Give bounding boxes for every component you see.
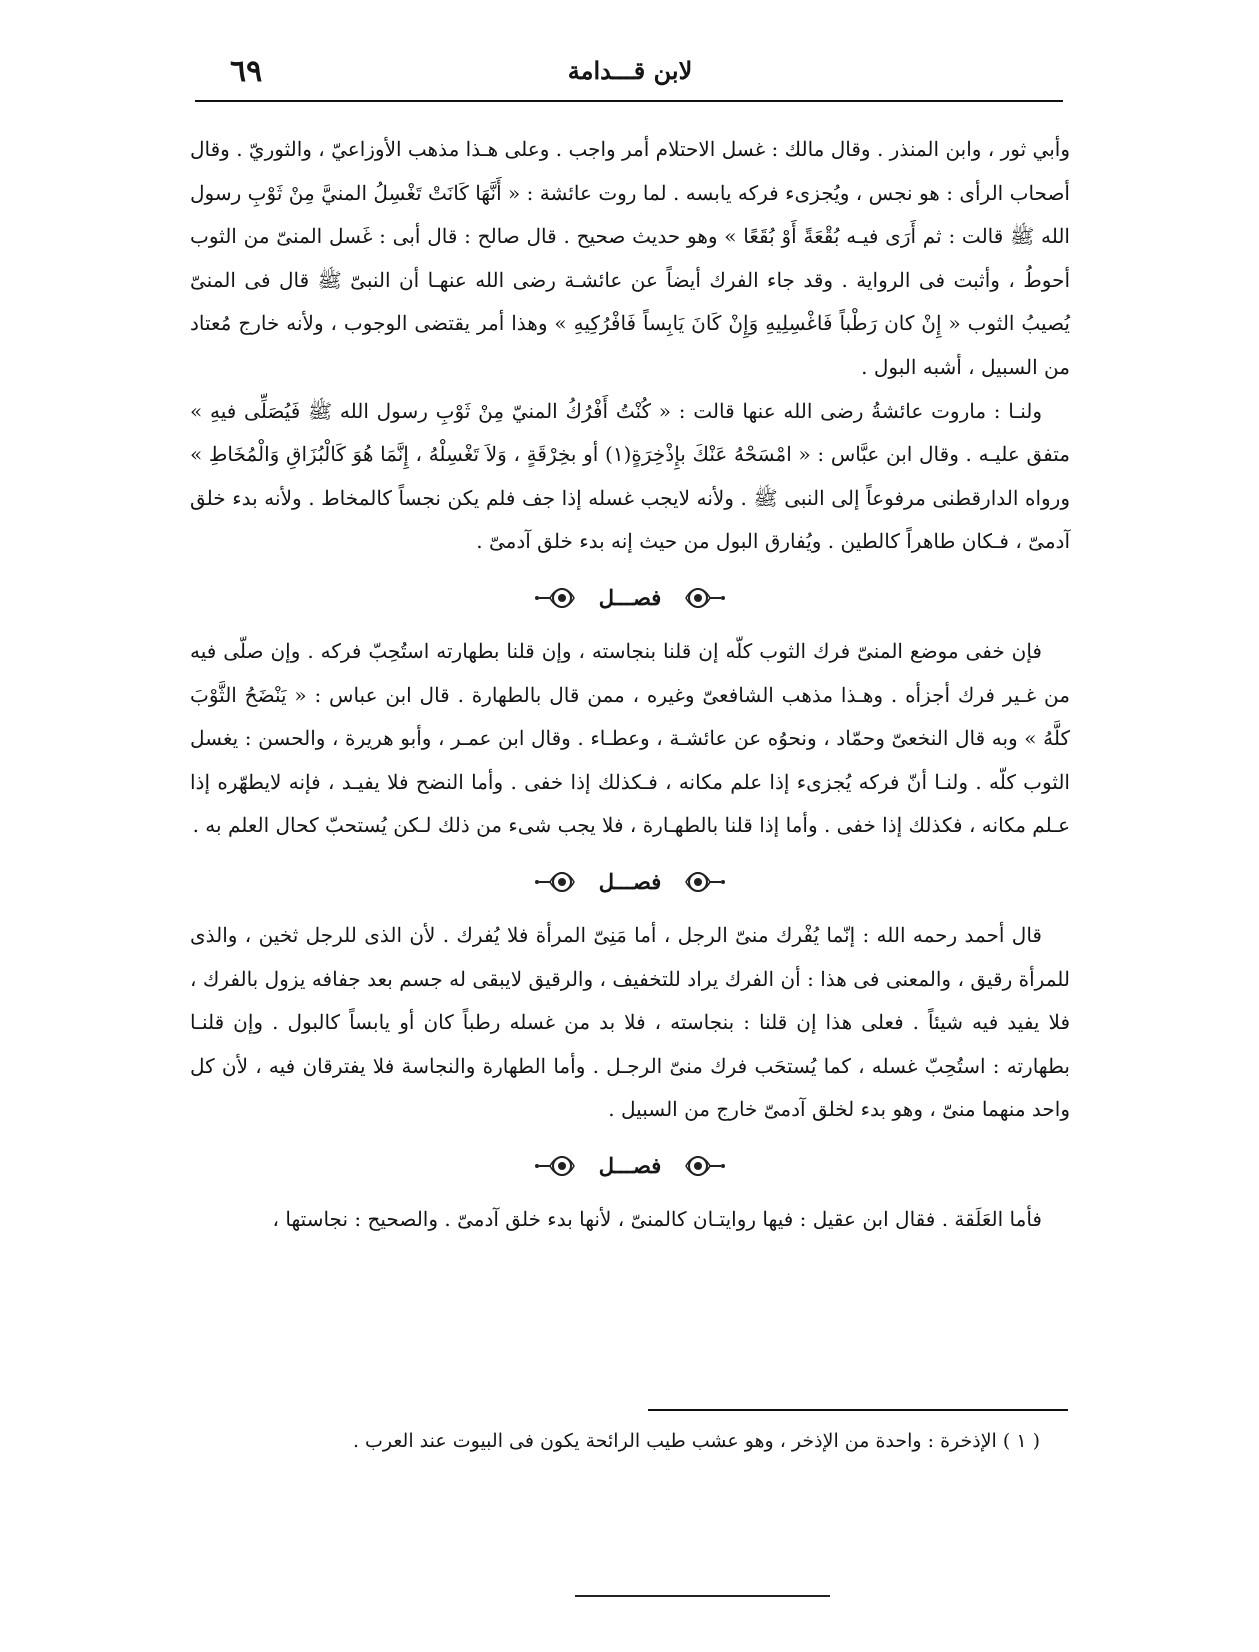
section-divider-1 (190, 564, 1070, 630)
section-heading: فصـــل (598, 869, 662, 895)
page-number: ٦٩ (230, 54, 263, 89)
paragraph-4: قال أحمد رحمه الله : إنّما يُفْرك منىّ الرجل ، أما مَنِىّ المرأة فلا يُفرك . لأن الذى للرجل ثخين ، والذى للمرأة رقيق ، والمعنى فى هذا : أن الفرك يراد للتخفيف ، والرقيق لايبقى له جسم بعد جفافه يزول بالفرك ، فلا يفيد فيه شيئاً . فعلى هذا إن قلنا : بنجاسته ، فلا بد من غسله رطباً كان أو يابساً كالبول . وإن قلنـا بطهارته : استُحِبّ غسله ، كما يُستحَب فرك منىّ الرجـل . وأما الطهارة والنجاسة فلا يفترقان فيه ، لأن كل واحد منهما منىّ ، وهو بدء لخلق آدمىّ خارج من السبيل . (190, 922, 1070, 1122)
footnote: ( ١ ) الإذخرة : واحدة من الإذخر ، وهو عشب طيب الرائحة يكون فى البيوت عند العرب . (352, 1430, 1040, 1452)
ornament-icon (533, 871, 577, 893)
main-text (190, 128, 1070, 1241)
footnote-rule (648, 1409, 1068, 1411)
section-divider-3 (190, 1132, 1070, 1198)
ornament-icon (533, 587, 577, 609)
bottom-rule (575, 1595, 830, 1597)
ornament-icon (683, 587, 727, 609)
ornament-icon (683, 871, 727, 893)
running-head: لابن قـــدامة (567, 56, 693, 85)
paragraph-5: فأما العَلَقة . فقال ابن عقيل : فيها روايتـان كالمنىّ ، لأنها بدء خلق آدمىّ . والصحيح : نجاستها ، (272, 1206, 1042, 1231)
section-divider-2 (190, 848, 1070, 914)
paragraph-2: ولنـا : ماروت عائشةُ رضى الله عنها قالت : « كُنْتُ أَفْرُكُ المنيّ مِنْ ثَوْبِ رسول الله ﷺ فَيُصَلِّى فيهِ » متفق عليـه . وقال ابن عبَّاس : « امْسَحْهُ عَنْكَ بإِذْخِرَةٍ(١) أو بخِرْقَةٍ ، وَلاَ تَغْسِلْهُ ، إِنَّمَا هُوَ كَالْبُزَاقِ وَالْمُخَاطِ » ورواه الدارقطنى مرفوعاً إلى النبى ﷺ . ولأنه لايجب غسله إذا جف فلم يكن نجساً كالمخاط . ولأنه بدء خلق آدمىّ ، فـكان طاهراً كالطين . ويُفارق البول من حيث إنه بدء خلق آدمىّ . (190, 398, 1070, 554)
ornament-icon (533, 1155, 577, 1177)
section-heading: فصـــل (598, 585, 662, 611)
header-rule (195, 100, 1063, 102)
paragraph-3: فإن خفى موضع المنىّ فرك الثوب كلّه إن قلنا بنجاسته ، وإن قلنا بطهارته استُحِبّ فركه . وإن صلّى فيه من غـير فرك أجزأه . وهـذا مذهب الشافعىّ وغيره ، ممن قال بالطهارة . قال ابن عباس : « يَنْضَحُ الثَّوْبَ كلَّهُ » وبه قال النخعىّ وحمّاد ، ونحوُه عن عائشـة ، وعطـاء . وقال ابن عمـر ، وأبو هريرة ، والحسن : يغسل الثوب كلّه . ولنـا أنّ فركه يُجزىء إذا علم مكانه ، فـكذلك إذا خفى . وأما النضح فلا يفيـد ، فإنه لايطهّره إذا عـلم مكانه ، فكذلك إذا خفى . وأما إذا قلنا بالطهـارة ، فلا يجب شىء من ذلك لـكن يُستحبّ كحال العلم به . (190, 638, 1070, 838)
page-header (195, 52, 1065, 98)
paragraph-1: وأبي ثور ، وابن المنذر . وقال مالك : غسل الاحتلام أمر واجب . وعلى هـذا مذهب الأوزاعيّ ، والثوريّ . وقال أصحاب الرأى : هو نجس ، ويُجزىء فركه يابسه . لما روت عائشة : « أَنَّهَا كَانَتْ تَغْسِلُ المنيَّ مِنْ ثَوْبِ رسول الله ﷺ قالت : ثم أَرَى فيـه بُقْعَةً أَوْ بُقَعًا » وهو حديث صحيح . قال صالح : قال أبى : غَسل المنىّ من الثوب أحوطُ ، وأثبت فى الرواية . وقد جاء الفرك أيضاً عن عائشـة رضى الله عنهـا أن النبىّ ﷺ قال فى المنىّ يُصيبُ الثوب « إِنْ كان رَطْباً فَاغْسِلِيهِ وَإِنْ كَانَ يَابِساً فَافْرُكِيهِ » وهذا أمر يقتضى الوجوب ، ولأنه خارج مُعتاد من السبيل ، أشبه البول . (190, 137, 1070, 379)
ornament-icon (683, 1155, 727, 1177)
section-heading: فصـــل (598, 1153, 662, 1179)
